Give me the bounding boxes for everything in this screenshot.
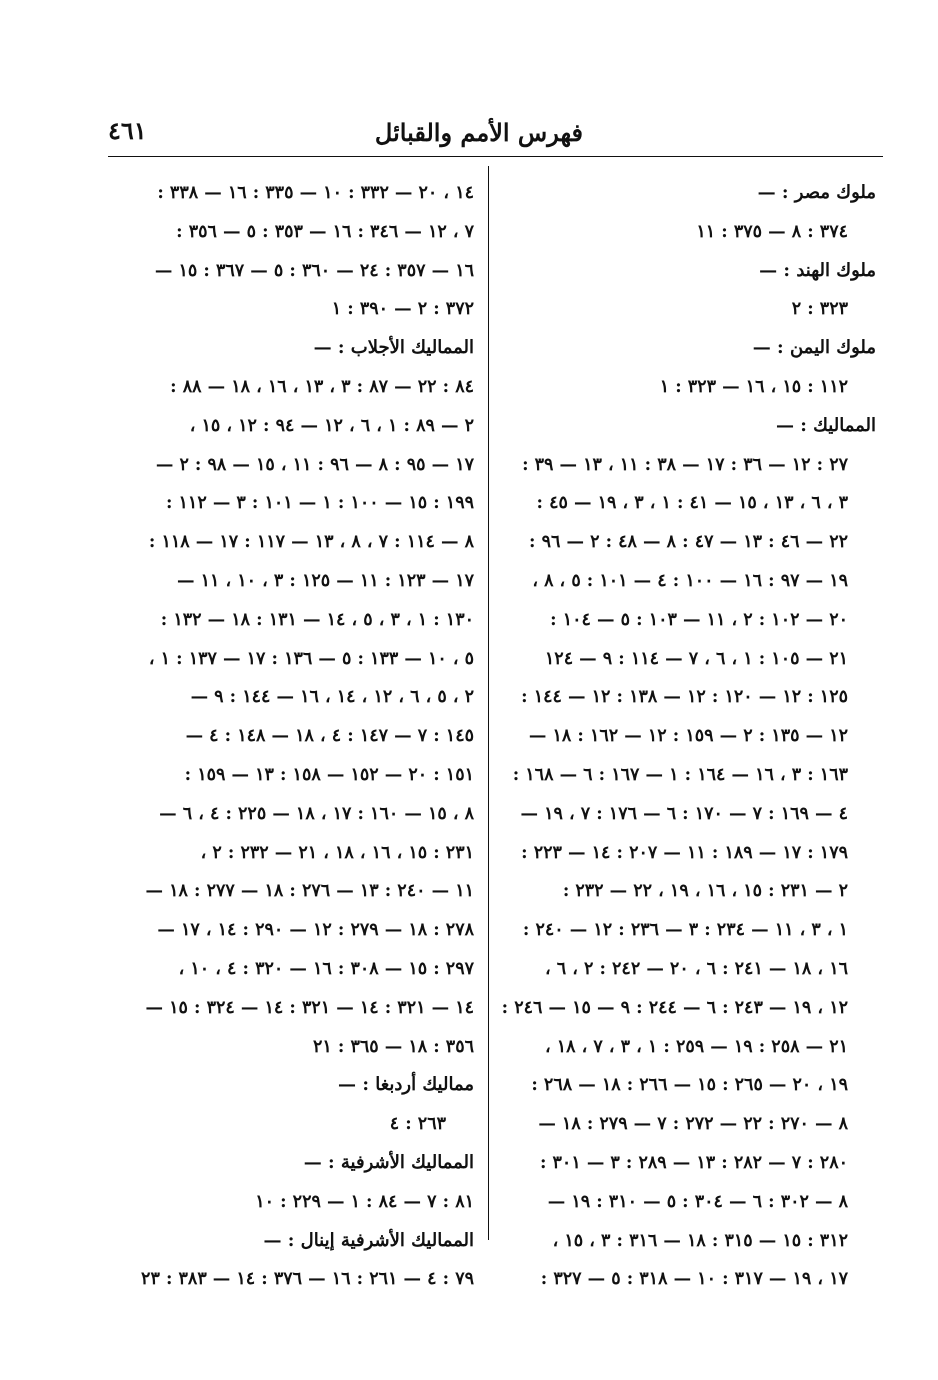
- index-line: ٢١ — ٢٥٨ : ١٩ — ٢٥٩ : ١ ، ٣ ، ٧ ، ١٨ ،: [544, 1036, 848, 1057]
- index-line: ١٤ — ٣٢١ : ١٤ — ٣٢١ : ١٤ — ٣٢٤ : ١٥ —: [145, 997, 474, 1018]
- index-line: ١١٢ : ١٥ ، ١٦ — ٣٢٣ : ١: [659, 376, 848, 397]
- index-line: ١٢ — ١٣٥ : ٢ — ١٥٩ : ١٢ — ١٦٢ : ١٨ —: [528, 726, 848, 747]
- index-line: ٢٦٣ : ٤: [389, 1114, 446, 1135]
- index-line: ٧٩ : ٤ — ٢٦١ : ١٦ — ٣٧٦ : ١٤ — ٣٨٣ : ٢٣: [141, 1269, 474, 1290]
- index-line: ١٣٠ : ١ ، ٣ ، ٥ ، ١٤ — ١٣١ : ١٨ — ١٣٢ :: [160, 609, 474, 630]
- index-line: ٨ ، ١٥ — ١٦٠ : ١٧ ، ١٨ — ٢٢٥ : ٤ ، ٦ —: [159, 803, 474, 824]
- index-line: ٨ — ٢٧٠ : ٢٢ — ٢٧٢ : ٧ — ٢٧٩ : ١٨ —: [538, 1114, 848, 1135]
- index-line: ٢٣١ : ١٥ ، ١٦ ، ١٨ ، ٢١ — ٢٣٢ : ٢ ،: [200, 842, 474, 863]
- left-column: [112, 174, 474, 1299]
- index-line: ٣٧٢ : ٢ — ٣٩٠ : ١: [331, 299, 474, 320]
- index-line: ٣٢٣ : ٢: [791, 299, 848, 320]
- index-line: ٢٠ — ١٠٢ : ٢ ، ١١ — ١٠٣ : ٥ — ١٠٤ :: [550, 609, 848, 630]
- index-line: ٢ — ٨٩ : ١ ، ٦ ، ١٢ — ٩٤ : ١٢ ، ١٥ ،: [189, 415, 474, 436]
- index-line: ١٧٩ : ١٧ — ١٨٩ : ١١ — ٢٠٧ : ١٤ — ٢٢٣ :: [521, 842, 848, 863]
- index-line: ٢٧٨ : ١٨ — ٢٧٩ : ١٢ — ٢٩٠ : ١٤ ، ١٧ —: [157, 920, 474, 941]
- index-line: ١٩ — ٩٧ : ١٦ — ١٠٠ : ٤ — ١٠١ : ٥ ، ٨ ،: [532, 570, 848, 591]
- index-line: ١٩ ، ٢٠ — ٢٦٥ : ١٥ — ٢٦٦ : ١٨ — ٢٦٨ :: [531, 1075, 848, 1096]
- index-line: ١٩٩ : ١٥ — ١٠٠ : ١ — ١٠١ : ٣ — ١١٢ :: [165, 493, 474, 514]
- index-line: ٢١ — ١٠٥ : ١ ، ٦ ، ٧ — ١١٤ : ٩ — ١٢٤: [544, 648, 848, 669]
- column-divider: [488, 166, 489, 1240]
- page-header: [108, 112, 883, 152]
- right-column: [501, 174, 876, 1299]
- index-line: ٢ — ٢٣١ : ١٥ ، ١٦ ، ١٩ ، ٢٢ — ٢٣٢ :: [562, 881, 848, 902]
- index-line: ١٧ ، ١٩ — ٣١٧ : ١٠ — ٣١٨ : ٥ — ٣٢٧ :: [540, 1269, 848, 1290]
- header-rule: [108, 156, 883, 157]
- index-heading: ملوك مصر : —: [757, 182, 876, 203]
- index-line: ٣٥٦ : ١٨ — ٣٦٥ : ٢١: [312, 1036, 474, 1057]
- index-heading: مماليك أردبغا : —: [338, 1074, 474, 1096]
- index-line: ٤ — ١٦٩ : ٧ — ١٧٠ : ٦ — ١٧٦ : ٧ ، ١٩ —: [520, 803, 848, 824]
- index-heading: ملوك اليمن : —: [752, 337, 876, 359]
- index-line: ٢٩٧ : ١٥ — ٣٠٨ : ١٦ — ٣٢٠ : ٤ ، ١٠ ،: [178, 958, 474, 979]
- index-line: ٢٨٠ : ٧ — ٢٨٢ : ١٣ — ٢٨٩ : ٣ — ٣٠١ :: [539, 1152, 848, 1173]
- index-line: ١٦ — ٣٥٧ : ٢٤ — ٣٦٠ : ٥ — ٣٦٧ : ١٥ —: [154, 260, 474, 281]
- index-line: ٣٧٤ : ٨ — ٣٧٥ : ١١: [696, 221, 848, 242]
- index-line: ٢٢ — ٤٦ : ١٣ — ٤٧ : ٨ — ٤٨ : ٢ — ٩٦ :: [529, 532, 848, 553]
- index-line: ٢ ، ٥ ، ٦ ، ١٢ ، ١٤ ، ١٦ — ١٤٤ : ٩ —: [190, 687, 474, 708]
- index-line: ١٢ ، ١٩ — ٢٤٣ : ٦ — ٢٤٤ : ٩ — ١٥ — ٢٤٦ :: [501, 997, 848, 1018]
- index-heading: المماليك : —: [775, 414, 876, 436]
- index-line: ٨ — ١١٤ : ٧ ، ٨ ، ١٣ — ١١٧ : ١٧ — ١١٨ :: [148, 532, 474, 553]
- index-line: ٥ ، ١٠ — ١٣٣ : ٥ — ١٣٦ : ١٧ — ١٣٧ : ١ ،: [148, 648, 474, 669]
- index-line: ١٦ ، ١٨ — ٢٤١ : ٦ ، ٢٠ — ٢٤٢ : ٢ ، ٦ ،: [544, 958, 848, 979]
- index-heading: ملوك الهند : —: [759, 259, 876, 281]
- index-heading: المماليك الأجلاب : —: [313, 337, 474, 359]
- index-line: ٨٤ : ٢٢ — ٨٧ : ٣ ، ١٣ ، ١٦ ، ١٨ — ٨٨ :: [170, 376, 474, 397]
- index-line: ٨ — ٣٠٢ : ٦ — ٣٠٤ : ٥ — ٣١٠ : ١٩ —: [547, 1191, 848, 1212]
- index-line: ١٤ ، ٢٠ — ٣٣٢ : ١٠ — ٣٣٥ : ١٦ — ٣٣٨ :: [157, 183, 474, 203]
- index-line: ١٢٥ : ١٢ — ١٢٠ : ١٢ — ١٣٨ : ١٢ — ١٤٤ :: [521, 687, 848, 708]
- index-line: ١٤٥ : ٧ — ١٤٧ : ٤ ، ١٨ — ١٤٨ : ٤ —: [185, 726, 474, 747]
- index-line: ١ ، ٣ ، ١١ — ٢٣٤ : ٣ — ٢٣٦ : ١٢ — ٢٤٠ :: [522, 920, 848, 941]
- index-line: ١٧ — ١٢٣ : ١١ — ١٢٥ : ٣ ، ١٠ ، ١١ —: [176, 570, 474, 591]
- index-heading: المماليك الأشرفية إينال : —: [263, 1229, 474, 1251]
- index-heading: المماليك الأشرفية : —: [303, 1151, 474, 1173]
- index-line: ١٥١ : ٢٠ — ١٥٢ — ١٥٨ : ١٣ — ١٥٩ :: [184, 764, 474, 785]
- page-number: ٤٦١: [108, 116, 147, 145]
- index-line: ١٧ — ٩٥ : ٨ — ٩٦ : ١١ ، ١٥ — ٩٨ : ٢ —: [155, 454, 474, 475]
- index-line: ١١ — ٢٤٠ : ١٣ — ٢٧٦ : ١٨ — ٢٧٧ : ١٨ —: [145, 881, 474, 902]
- index-line: ١٦٣ : ٣ ، ١٦ — ١٦٤ : ١ — ١٦٧ : ٦ — ١٦٨ :: [512, 764, 848, 785]
- running-title: فهرس الأمم والقبائل: [374, 118, 583, 147]
- index-line: ٧ ، ١٢ — ٣٤٦ : ١٦ — ٣٥٣ : ٥ — ٣٥٦ :: [176, 221, 474, 242]
- index-line: ٢٧ : ١٢ — ٣٦ : ١٧ — ٣٨ : ١١ ، ١٣ — ٣٩ :: [522, 454, 848, 475]
- index-line: ٣١٢ : ١٥ — ٣١٥ : ١٨ — ٣١٦ : ٣ ، ١٥ ،: [552, 1230, 848, 1251]
- index-line: ٨١ : ٧ — ٨٤ : ١ — ٢٢٩ : ١٠: [255, 1191, 474, 1212]
- index-line: ٣ ، ٦ ، ١٣ ، ١٥ — ٤١ : ١ ، ٣ ، ١٩ — ٤٥ :: [536, 493, 848, 514]
